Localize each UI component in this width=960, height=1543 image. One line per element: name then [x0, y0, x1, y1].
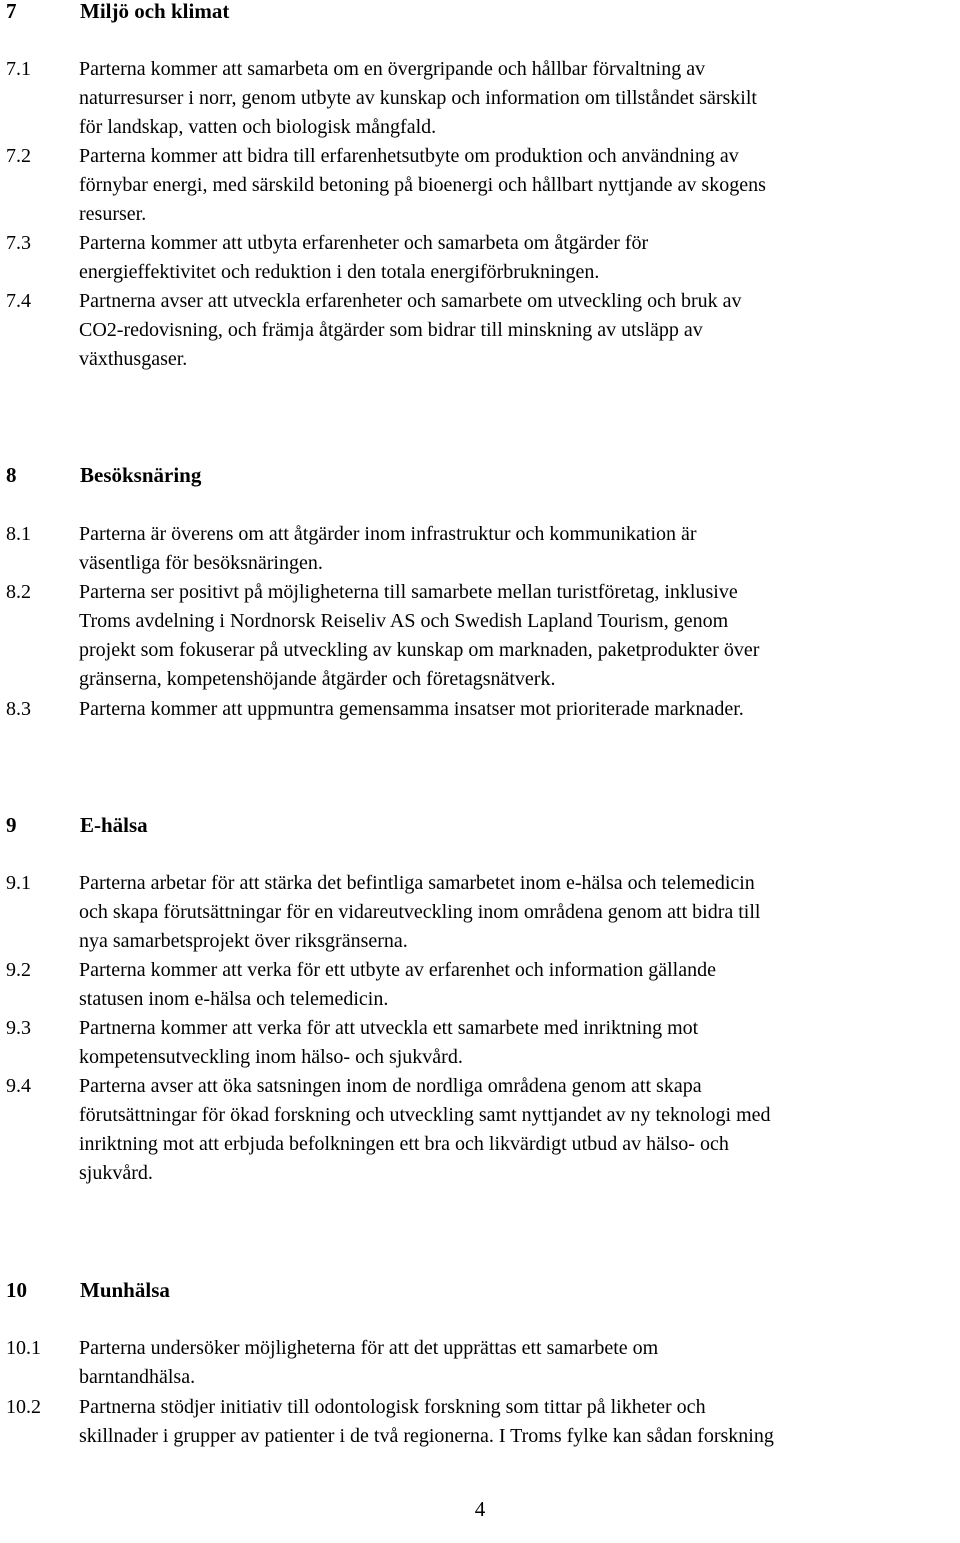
item-line: projekt som fokuserar på utveckling av kunskap om marknaden, paketprodukter över — [79, 639, 760, 661]
item-number: 10.2 — [6, 1396, 41, 1418]
section-heading — [6, 811, 148, 840]
item-text — [79, 55, 960, 142]
item-number: 8.2 — [6, 581, 31, 603]
item-line: växthusgaser. — [79, 348, 188, 370]
item-line: Parterna kommer att bidra till erfarenhetsutbyte om produktion och användning av — [79, 145, 739, 167]
section-title: Munhälsa — [80, 1278, 170, 1302]
item-number: 9.4 — [6, 1075, 31, 1097]
item-line: förutsättningar för ökad forskning och utveckling samt nyttjandet av ny teknologi med — [79, 1104, 771, 1126]
item-line: för landskap, vatten och biologisk mångfald. — [79, 116, 437, 138]
page-number: 4 — [474, 1497, 486, 1521]
item-text — [79, 520, 960, 578]
item-text — [79, 229, 960, 287]
item-line: Parterna kommer att verka för ett utbyte av erfarenhet och information gällande — [79, 959, 716, 981]
section-number: 9 — [6, 813, 17, 837]
item-line: energieffektivitet och reduktion i den totala energiförbrukningen. — [79, 261, 600, 283]
item-line: Parterna undersöker möjligheterna för att det upprättas ett samarbete om — [79, 1337, 659, 1359]
item-text — [79, 1393, 960, 1451]
item-line: kompetensutveckling inom hälso- och sjukvård. — [79, 1046, 463, 1068]
section-title: Miljö och klimat — [80, 0, 230, 23]
item-line: Parterna ser positivt på möjligheterna till samarbete mellan turistföretag, inklusive — [79, 581, 738, 603]
item-text — [79, 1072, 960, 1188]
section-heading — [6, 461, 201, 490]
item-text — [79, 142, 960, 229]
item-line: Parterna arbetar för att stärka det befintliga samarbetet inom e-hälsa och telemedicin — [79, 872, 755, 894]
item-line: Parterna kommer att utbyta erfarenheter och samarbeta om åtgärder för — [79, 232, 649, 254]
section-number: 8 — [6, 463, 17, 487]
item-line: Partnerna avser att utveckla erfarenheter och samarbete om utveckling och bruk av — [79, 290, 742, 312]
item-text — [79, 869, 960, 956]
item-text — [79, 1014, 960, 1072]
item-line: skillnader i grupper av patienter i de två regionerna. I Troms fylke kan sådan forskning — [79, 1425, 774, 1447]
item-text — [79, 578, 960, 694]
item-line: Partnerna kommer att verka för att utveckla ett samarbete med inriktning mot — [79, 1017, 699, 1039]
section-title: E-hälsa — [80, 813, 148, 837]
section-heading — [6, 1276, 170, 1305]
item-line: väsentliga för besöksnäringen. — [79, 552, 323, 574]
item-line: resurser. — [79, 203, 147, 225]
item-text — [79, 1334, 960, 1392]
item-number: 7.3 — [6, 232, 31, 254]
item-number: 9.2 — [6, 959, 31, 981]
section-number: 10 — [6, 1278, 27, 1302]
item-text — [79, 695, 960, 724]
item-line: naturresurser i norr, genom utbyte av kunskap och information om tillståndet särskilt — [79, 87, 757, 109]
item-number: 7.4 — [6, 290, 31, 312]
item-number: 9.3 — [6, 1017, 31, 1039]
item-number: 7.2 — [6, 145, 31, 167]
item-number: 9.1 — [6, 872, 31, 894]
item-line: Partnerna stödjer initiativ till odontologisk forskning som tittar på likheter och — [79, 1396, 706, 1418]
item-line: gränserna, kompetenshöjande åtgärder och företagsnätverk. — [79, 668, 556, 690]
item-text — [79, 287, 960, 374]
item-line: förnybar energi, med särskild betoning på bioenergi och hållbart nyttjande av skogens — [79, 174, 766, 196]
item-line: Parterna kommer att samarbeta om en övergripande och hållbar förvaltning av — [79, 58, 706, 80]
section-title: Besöksnäring — [80, 463, 202, 487]
item-number: 10.1 — [6, 1337, 41, 1359]
item-number: 8.1 — [6, 523, 31, 545]
item-line: sjukvård. — [79, 1162, 153, 1184]
item-line: inriktning mot att erbjuda befolkningen ett bra och likvärdigt utbud av hälso- och — [79, 1133, 729, 1155]
item-line: Troms avdelning i Nordnorsk Reiseliv AS och Swedish Lapland Tourism, genom — [79, 610, 729, 632]
item-line: Parterna kommer att uppmuntra gemensamma insatser mot prioriterade marknader. — [79, 698, 744, 720]
item-line: och skapa förutsättningar för en vidareutveckling inom områdena genom att bidra till — [79, 901, 761, 923]
item-line: Parterna är överens om att åtgärder inom infrastruktur och kommunikation är — [79, 523, 697, 545]
item-line: CO2-redovisning, och främja åtgärder som bidrar till minskning av utsläpp av — [79, 319, 703, 341]
section-heading — [6, 0, 229, 26]
item-text — [79, 956, 960, 1014]
item-number: 7.1 — [6, 58, 31, 80]
item-line: statusen inom e-hälsa och telemedicin. — [79, 988, 389, 1010]
item-number: 8.3 — [6, 698, 31, 720]
item-line: barntandhälsa. — [79, 1366, 196, 1388]
item-line: nya samarbetsprojekt över riksgränserna. — [79, 930, 408, 952]
item-line: Parterna avser att öka satsningen inom de nordliga områdena genom att skapa — [79, 1075, 702, 1097]
section-number: 7 — [6, 0, 17, 23]
